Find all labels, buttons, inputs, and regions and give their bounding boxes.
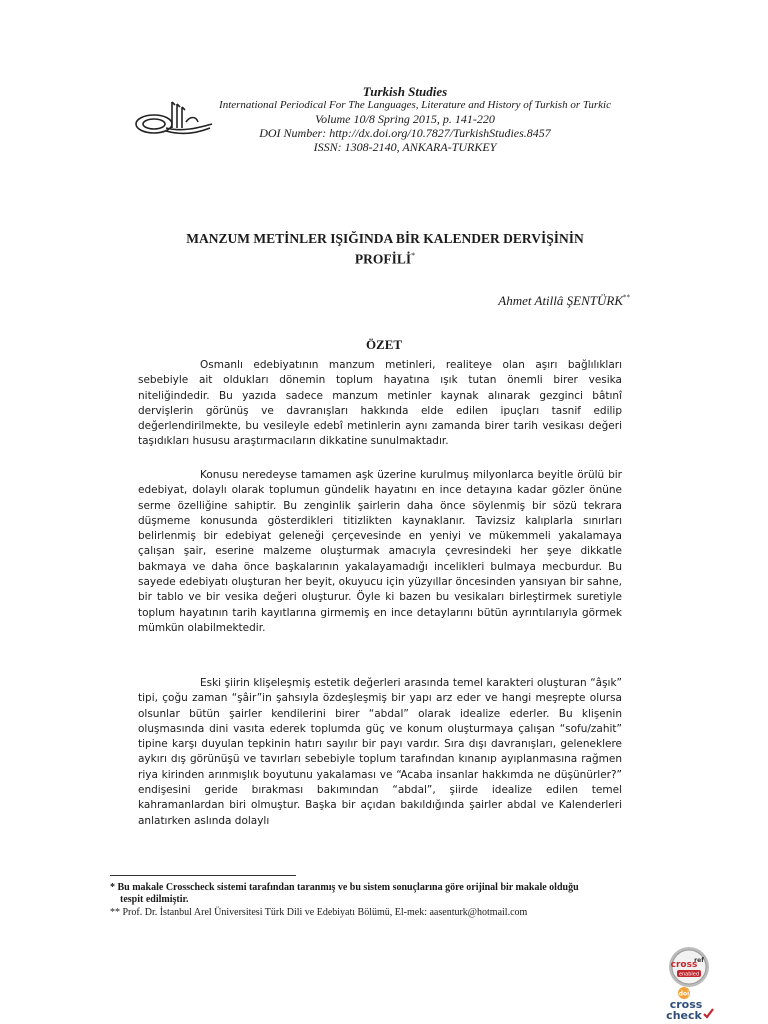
article-title — [150, 230, 620, 268]
crossref-enabled-badge — [668, 946, 710, 988]
doi-link[interactable]: http://dx.doi.org/10.7827/TurkishStudies.8457 — [329, 126, 551, 140]
crosscheck-text-cross: cross — [669, 998, 703, 1011]
abstract-paragraph-3: Eski şiirin klişeleşmiş estetik değerleri arasında temel karakteri oluşturan “âşık” tipi, çoğu zaman “şâir”in şahsıyla özdeşleşmiş bir yapı arz eder ve hangi meşrepte olursa olsunlar bütün şairler kendilerini birer “abdal” olarak idealize ederler. Bu klişenin oluşmasında dini vasıta ederek toplumda güç ve konum oluşturmaya çalışan “sofu/zahit” tipine karşı duyulan tepkinin hatırı sayılır bir payı vardır. Sıra dışı davranışları, geleneklere aykırı dış görünüşü ve tavırları sebebiyle toplum tarafından kınanıp ayıplanmasına rağmen riya kirinden arınmışlık boyutunu yakalaması ve “Acaba insanlar hakkımda ne düşünürler?” endişesini geride bırakması bakımından “abdal”, şiirde idealize edilen temel kahramanlardan biri olmuştur. Başka bir açıdan bakıldığında şairler abdal ve Kalenderleri anlatırken aslında dolaylı — [138, 677, 622, 827]
crossref-text-enabled: enabled — [678, 971, 700, 978]
article-title-line1: MANZUM METİNLER IŞIĞINDA BİR KALENDER DERVİŞİNİN — [186, 231, 584, 246]
article-title-line2: PROFİLİ* — [354, 251, 416, 267]
footnote-2-mark: ** — [110, 907, 120, 918]
author-name: Ahmet Atillâ ŞENTÜRK** — [498, 293, 630, 308]
footnote-divider — [110, 875, 296, 876]
issn-line: ISSN: 1308-2140, ANKARA-TURKEY — [313, 140, 497, 154]
volume-info: Volume 10/8 Spring 2015, p. 141-220 — [315, 112, 495, 126]
footnote-2 — [110, 907, 690, 919]
footnote-2-text: Prof. Dr. İstanbul Arel Üniversitesi Türk Dili ve Edebiyatı Bölümü, El-mek: aasenturk@hotmail.com — [122, 907, 528, 918]
abstract-paragraph-1: Osmanlı edebiyatının manzum metinleri, realiteye olan aşırı bağlılıkları sebebiyle ait oldukları dönemin toplum hayatına ışık tutan önemli birer vesika niteliğindedir. Bu yazıda sadece manzum metinler kaynak alınarak gezginci bâtınî dervişlerin görünüş ve davranışları hakkında elde edilen ipuçları tasnif edilip değerlendirilmekte, bu vesileyle edebî metinlerin aynı zamanda birer tarih vesikası değeri taşıdıkları hususu araştırmacıların dikkatine sunulmaktadır. — [138, 359, 622, 448]
crossref-text-cross: cross — [670, 960, 698, 970]
footnote-1-text: Bu makale Crosscheck sistemi tarafından taranmış ve bu sistem sonuçlarına göre orijinal bir makale olduğu — [117, 882, 579, 893]
journal-title: Turkish Studies — [362, 84, 448, 99]
doi-line — [170, 126, 640, 141]
footnote-1 — [110, 882, 690, 906]
crossref-text-ref: ref — [694, 957, 704, 964]
doi-mark: doi — [678, 990, 690, 998]
abstract-paragraph-2: Konusu neredeyse tamamen aşk üzerine kurulmuş milyonlarca beyitle örülü bir edebiyat, dolaylı olarak toplumun gündelik hayatını en ince detayına kadar gözler önüne serme özelliğine sahiptir. Bu zenginlik şairlerin daha önce söylenmiş bir sözü tekrara düşmeme konusunda gösterdikleri titizlikten kaynaklanır. Tavizsiz kalıplarla sınırları belirlenmiş bir edebiyat geleneği çerçevesinde en yeniyi ve mükemmeli yakalamaya çalışan şair, eserine malzeme oluşturmak amacıyla çevresindeki her şeye dikkatle bakmaya ve daha önce başkalarının yakalayamadığı incelikleri bulmaya mecburdur. Bu sayede edebiyatı oluşturan her beyit, okuyucu için yüzyıllar öncesinden yansıyan bir sahne, bir tablo ve bir vesika değeri oluşturur. Öyle ki bazen bu vesikaları birleştirmek suretiyle toplum hayatının tarih kayıtlarına girmemiş en ince detaylarını bütün ayrıntılarıyla görmek mümkün olabilmektedir. — [138, 469, 622, 634]
crosscheck-logo — [656, 986, 716, 1022]
journal-subtitle: International Periodical For The Languages, Literature and History of Turkish or Turkic — [219, 99, 611, 111]
abstract-heading: ÖZET — [365, 337, 403, 352]
footnote-1-mark: * — [110, 882, 115, 893]
footnote-1-continuation: tespit edilmiştir. — [120, 894, 189, 905]
title-footnote-mark: * — [411, 251, 416, 260]
doi-label: DOI Number: — [259, 126, 330, 140]
crosscheck-text-check: check — [666, 1009, 702, 1022]
author-footnote-mark: ** — [623, 293, 630, 302]
